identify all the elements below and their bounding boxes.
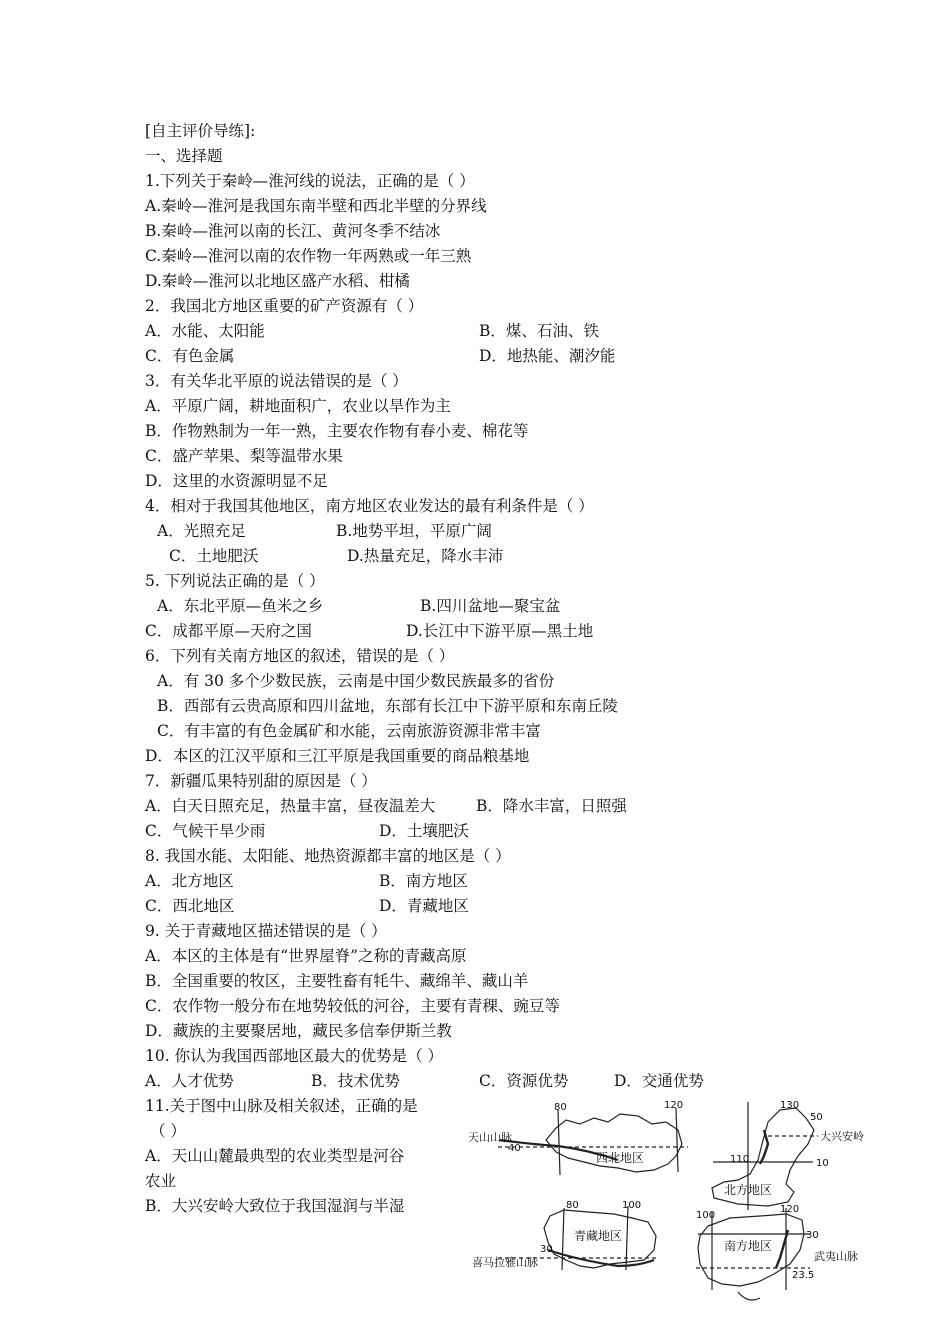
question-6-option-c: C．有丰富的有色金属矿和水能，云南旅游资源非常丰富 — [157, 722, 541, 740]
nw-tick-80: 80 — [554, 1102, 567, 1113]
question-2-option-a: A．水能、太阳能 — [145, 322, 265, 340]
question-1-option-b: B.秦岭—淮河以南的长江、黄河冬季不结冰 — [145, 222, 441, 240]
question-4-option-d: D.热量充足，降水丰沛 — [347, 547, 504, 565]
question-5-option-b: B.四川盆地—聚宝盆 — [420, 597, 561, 615]
question-3-option-c: C．盛产苹果、梨等温带水果 — [145, 447, 343, 465]
question-1-stem: 1.下列关于秦岭—淮河线的说法，正确的是（ ） — [145, 172, 475, 190]
question-11-stem-blank: （ ） — [150, 1122, 186, 1140]
question-7-option-d: D．土壤肥沃 — [379, 822, 469, 840]
qz-tick-80: 80 — [566, 1200, 579, 1211]
wuyi-label: 武夷山脉 — [814, 1250, 858, 1263]
question-10-option-a: A．人才优势 — [145, 1072, 234, 1090]
s-tick-100: 100 — [696, 1210, 716, 1221]
region-maps-figure — [468, 1100, 908, 1315]
qz-tick-30: 30 — [540, 1244, 553, 1255]
question-8-option-c: C．西北地区 — [145, 897, 235, 915]
question-4-option-b: B.地势平坦，平原广阔 — [336, 522, 492, 540]
question-1-option-c: C.秦岭—淮河以南的农作物一年两熟或一年三熟 — [145, 247, 472, 265]
question-4-stem: 4．相对于我国其他地区，南方地区农业发达的最有利条件是（ ） — [145, 497, 594, 515]
question-11-option-b: B．大兴安岭大致位于我国湿润与半湿 — [145, 1197, 405, 1215]
question-4-option-a: A．光照充足 — [157, 522, 246, 540]
s-tick-30: 30 — [806, 1230, 819, 1241]
question-2-option-d: D．地热能、潮汐能 — [479, 347, 616, 365]
question-1-option-a: A.秦岭—淮河是我国东南半壁和西北半壁的分界线 — [145, 197, 487, 215]
question-10-option-b: B．技术优势 — [311, 1072, 400, 1090]
tianshan-label: 天山山脉 — [468, 1131, 512, 1144]
s-tick-23-5: 23.5 — [792, 1270, 815, 1281]
n-tick-110: 110 — [730, 1154, 750, 1165]
question-3-option-b: B．作物熟制为一年一熟，主要农作物有春小麦、棉花等 — [145, 422, 529, 440]
question-8-stem: 8. 我国水能、太阳能、地热资源都丰富的地区是（ ） — [145, 847, 511, 865]
question-7-option-a: A．白天日照充足，热量丰富，昼夜温差大 — [145, 797, 436, 815]
question-5-option-d: D.长江中下游平原—黑土地 — [406, 622, 594, 640]
question-7-option-b: B．降水丰富，日照强 — [476, 797, 627, 815]
worksheet-header: [自主评价导练]: — [145, 122, 256, 140]
question-8-option-d: D．青藏地区 — [379, 897, 469, 915]
n-tick-130: 130 — [780, 1100, 800, 1111]
question-3-option-d: D．这里的水资源明显不足 — [145, 472, 328, 490]
question-6-option-a: A．有 30 多个少数民族，云南是中国少数民族最多的省份 — [157, 672, 555, 690]
question-6-option-b: B．西部有云贵高原和四川盆地，东部有长江中下游平原和东南丘陵 — [157, 697, 618, 715]
section-title: 一、选择题 — [145, 147, 223, 165]
question-2-option-c: C．有色金属 — [145, 347, 235, 365]
qingzang-region-label: 青藏地区 — [573, 1229, 623, 1243]
question-8-option-b: B．南方地区 — [379, 872, 468, 890]
daxinganling-label: 大兴安岭 — [820, 1130, 864, 1143]
question-2-stem: 2．我国北方地区重要的矿产资源有（ ） — [145, 297, 424, 315]
question-11-option-a: A．天山山麓最典型的农业类型是河谷 — [145, 1147, 405, 1165]
question-6-option-d: D．本区的江汉平原和三江平原是我国重要的商品粮基地 — [145, 747, 530, 765]
nw-tick-40: 40 — [508, 1143, 521, 1154]
question-11-stem: 11.关于图中山脉及相关叙述，正确的是 — [145, 1097, 418, 1115]
south-region-label: 南方地区 — [723, 1239, 773, 1253]
question-9-option-c: C．农作物一般分布在地势较低的河谷，主要有青稞、豌豆等 — [145, 997, 560, 1015]
region-maps-svg — [468, 1100, 908, 1315]
question-6-stem: 6．下列有关南方地区的叙述，错误的是（ ） — [145, 647, 455, 665]
question-10-stem: 10. 你认为我国西部地区最大的优势是（ ） — [145, 1047, 444, 1065]
n-tick-10: 10 — [816, 1158, 829, 1169]
question-2-option-b: B．煤、石油、铁 — [479, 322, 599, 340]
question-5-option-a: A．东北平原—鱼米之乡 — [157, 597, 324, 615]
question-9-option-a: A．本区的主体是有“世界屋脊”之称的青藏高原 — [145, 947, 467, 965]
northwest-region-label: 西北地区 — [595, 1151, 645, 1165]
nw-tick-120: 120 — [664, 1100, 684, 1111]
question-3-option-a: A．平原广阔，耕地面积广，农业以旱作为主 — [145, 397, 451, 415]
question-5-option-c: C．成都平原—天府之国 — [145, 622, 312, 640]
n-tick-50: 50 — [810, 1112, 823, 1123]
question-1-option-d: D.秦岭—淮河以北地区盛产水稻、柑橘 — [145, 272, 410, 290]
question-10-option-d: D．交通优势 — [614, 1072, 704, 1090]
question-4-option-c: C．土地肥沃 — [169, 547, 259, 565]
question-7-option-c: C．气候干旱少雨 — [145, 822, 266, 840]
north-region-label: 北方地区 — [723, 1183, 773, 1197]
himalaya-label: 喜马拉雅山脉 — [472, 1256, 538, 1269]
question-7-stem: 7．新疆瓜果特别甜的原因是（ ） — [145, 772, 377, 790]
question-10-option-c: C．资源优势 — [479, 1072, 569, 1090]
qz-tick-100: 100 — [622, 1200, 642, 1211]
question-5-stem: 5. 下列说法正确的是（ ） — [145, 572, 325, 590]
question-11-option-a-cont: 农业 — [145, 1172, 177, 1190]
s-tick-120: 120 — [780, 1204, 800, 1215]
question-8-option-a: A．北方地区 — [145, 872, 234, 890]
question-3-stem: 3．有关华北平原的说法错误的是（ ） — [145, 372, 408, 390]
question-9-option-b: B．全国重要的牧区，主要牲畜有牦牛、藏绵羊、藏山羊 — [145, 972, 529, 990]
question-9-stem: 9. 关于青藏地区描述错误的是（ ） — [145, 922, 387, 940]
question-9-option-d: D．藏族的主要聚居地，藏民多信奉伊斯兰教 — [145, 1022, 452, 1040]
